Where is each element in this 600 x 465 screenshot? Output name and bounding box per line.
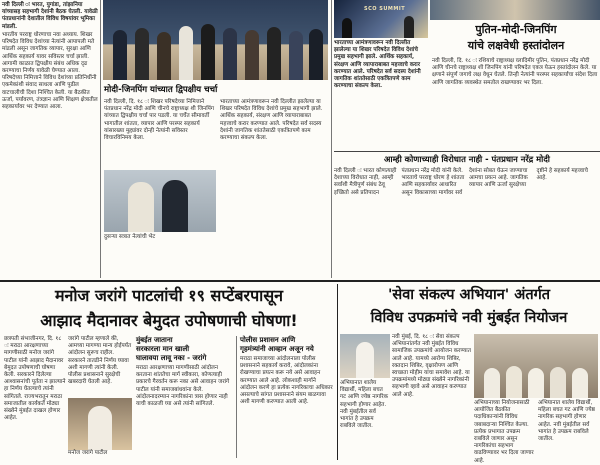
seva-col2: अभियानाच्या नियोजनासाठी आयोजित बैठकीत पदाधिकाऱ्यांनी विविध जबाबदाऱ्या निश्चित केल्या. प्रत्येक प्रभागात उपक्रम राबविले जाणार असून नागरिकांचा सहभाग वाढविण्यावर भर दिला जाणार आहे. xyxy=(474,400,534,464)
jarange-photo-caption: मनोज जरांगे पाटील xyxy=(68,450,108,456)
putin-headline-1: पुतिन-मोदी-जिनपिंग xyxy=(475,23,557,36)
jarange-headline-1: मनोज जरांगे पाटलांची १९ सप्टेंबरपासून xyxy=(54,286,284,305)
modi-jinping-text: नवी दिल्ली, दि. १८ ः शिखर परिषदेच्या निमित्ताने पंतप्रधान नरेंद्र मोदी आणि चीनचे राष्ट्राध्यक्ष शी जिनपिंग यांच्यात द्विपक्षीय चर्चा पार पडली. या चर्चेत सीमावर्ती भागातील शांतता, व्यापार आणि परस्पर सहकार्य यांसारख्या मुद्द्यांवर दोन्ही नेत्यांनी सविस्तर विचारविनिमय केला. xyxy=(104,99,214,142)
summit-stage-photo xyxy=(334,0,428,38)
leaders-meeting-photo xyxy=(104,170,216,232)
modi-article: नवी दिल्ली ः भारत कोणत्याही देशाच्या विरोधात नाही, आम्ही सर्वांशी मैत्रीपूर्ण संबंध ठेवू इच्छितो असे प्रतिपादन पंतप्रधान नरेंद्र मोदी यांनी केले. भारताचे परराष्ट्र धोरण हे शांतता आणि सहकार्यावर आधारित असून विकासाच्या मार्गावर सर्व देशांना सोबत घेऊन जाण्याचा आमचा प्रयत्न आहे. जागतिक व्यापार आणि ऊर्जा सुरक्षेच्या दृष्टीने हे सहकार्य महत्त्वाचे आहे. xyxy=(334,168,588,196)
inset-headline-2: सरकारला मान खाली xyxy=(136,345,190,353)
seva-meeting-photo-2 xyxy=(474,334,598,398)
police-headline-2: गृहमंत्र्यांनी आव्हान अजून नये xyxy=(240,345,314,353)
putin-modi-jinping-photo xyxy=(430,0,600,20)
jarange-col2: जरांगे पाटील म्हणाले की, आमच्या मागण्या मान्य होईपर्यंत आंदोलन सुरूच राहील. सरकारने तातडीने निर्णय घ्यावा अशी मागणी त्यांनी केली. पोलीस प्रशासनाने सुरक्षेची खबरदारी घेतली आहे. xyxy=(68,336,132,386)
putin-headline-2: यांचे लक्षवेधी हस्तांदोलन xyxy=(467,39,565,52)
police-text: मराठा समाजाच्या आंदोलनाला पोलीस प्रशासनाने सहकार्य करावे, आंदोलकांना रोखण्याचा प्रयत्न करू नये असे आवाहन करण्यात आले आहे. लोकशाही मार्गाने आंदोलन करणे हा प्रत्येक नागरिकाचा अधिकार असल्याचे सांगत प्रशासनाने संयम बाळगावा अशी मागणी करण्यात आली आहे. xyxy=(240,356,333,406)
summit-banner-text: SCO SUMMIT xyxy=(364,6,406,12)
jarange-col1: छत्रपती संभाजीनगर, दि. १८ ः मराठा आरक्षणाच्या मागणीसाठी मनोज जरांगे पाटील यांनी आझाद मैदानावर बेमुदत उपोषणाची घोषणा केली. सरकारने दिलेल्या आश्वासनांची पूर्तता न झाल्याने हा निर्णय घेतल्याचे त्यांनी सांगितले. राज्यभरातून मराठा समाजातील कार्यकर्ते मोठ्या संख्येने मुंबईत दाखल होणार आहेत. xyxy=(4,336,66,422)
seva-col1: नवी मुंबई, दि. १८ ः सेवा संकल्प अभियानांतर्गत नवी मुंबईत विविध सामाजिक उपक्रमांचे आयोजन करण्यात आले आहे. यामध्ये आरोग्य शिबिर, रक्तदान शिबिर, वृक्षारोपण आणि स्वच्छता मोहीम यांचा समावेश आहे. या उपक्रमांमध्ये मोठ्या संख्येने नागरिकांनी सहभागी व्हावे असे आवाहन करण्यात आले आहे. xyxy=(392,334,471,398)
leaders-meeting-caption: दुसऱ्या सत्रात नेत्यांची भेट xyxy=(104,234,156,240)
seva-col0: अभियानात शालेय विद्यार्थी, महिला बचत गट आणि ज्येष्ठ नागरिक सहभागी होणार आहेत. नवी मुंबईतील सर्व भागांत हे उपक्रम राबविले जातील. xyxy=(340,380,388,430)
modi-jinping-caption: मोदी-जिनपिंग यांच्यात द्विपक्षीय चर्चा xyxy=(104,85,218,95)
seva-headline-1: 'सेवा संकल्प अभियान' अंतर्गत xyxy=(387,287,551,303)
center-article: भारताच्या आमंत्रणावरून नवी दिल्लीत झालेल्या या शिखर परिषदेत विविध देशांचे प्रमुख सहभागी झाले. आर्थिक सहकार्य, संरक्षण आणि व्यापाराबाबत महत्त्वाचे करार करण्यात आले. परिषदेत सर्व सदस्य देशांनी जागतिक शांततेसाठी एकत्रितपणे काम करण्याचा संकल्प केला. xyxy=(334,40,421,90)
putin-article: नवी दिल्ली, दि. १८ ः रशियाचे राष्ट्राध्यक्ष व्लादिमीर पुतिन, पंतप्रधान नरेंद्र मोदी आणि चीनचे राष्ट्राध्यक्ष शी जिनपिंग यांनी परिषदेत एकत्र येऊन हस्तांदोलन केले. या क्षणाने संपूर्ण जगाचे लक्ष वेधून घेतले. तिन्ही नेत्यांनी परस्पर सहकार्याचा संदेश दिला आणि जागतिक व्यवस्थेत समतोल राखण्यावर भर दिला. xyxy=(432,58,598,86)
inset-headline-1: मुंबईत जाताना xyxy=(136,336,173,344)
top-left-lead: नवी दिल्ली ः भारत, युगांडा, तांझानिया यांच्यासह सहभागी देशांनी बैठक घेतली. यावेळी पंतप्रधानांनी देशातील विविध विषयांवर भूमिका मांडली. xyxy=(2,2,98,30)
top-left-article: भारतीय परराष्ट्र धोरणाचा नवा अध्याय. शिखर परिषदेत विविध देशांच्या नेत्यांनी आपापली मते मांडली असून जागतिक व्यापार, सुरक्षा आणि आर्थिक सहकार्य यावर सविस्तर चर्चा झाली. आगामी काळात द्विपक्षीय संबंध अधिक दृढ करण्याचा निर्णय यावेळी घेण्यात आला. परिषदेच्या निमित्ताने विविध देशांच्या प्रतिनिधींनी एकमेकांशी संवाद साधला आणि पुढील वाटचालीची दिशा निश्चित केली. या बैठकीत ऊर्जा, पर्यावरण, तंत्रज्ञान आणि शिक्षण क्षेत्रातील सहकार्यावर भर देण्यात आला. xyxy=(2,32,98,111)
inset-headline-3: घालावया लावू नका - जरांगे xyxy=(136,354,207,362)
police-headline-1: पोलीस प्रशासन आणि xyxy=(240,336,296,344)
jarange-photo xyxy=(68,398,132,450)
modi-jinping-text-2: भारताच्या आमंत्रणावरून नवी दिल्लीत झालेल्या या शिखर परिषदेत विविध देशांचे प्रमुख सहभागी झाले. आर्थिक सहकार्य, संरक्षण आणि व्यापाराबाबत महत्त्वाचे करार करण्यात आले. परिषदेत सर्व सदस्य देशांनी जागतिक शांततेसाठी एकत्रितपणे काम करण्याचा संकल्प केला. xyxy=(220,99,323,142)
seva-meeting-photo-1 xyxy=(340,334,390,378)
group-photo xyxy=(103,0,328,80)
inset-text: मराठा आरक्षणाच्या मागणीसाठी आंदोलन करताना शांततेचा मार्ग स्वीकारा, कोणत्याही प्रकारचे गैरवर्तन करू नका असे आवाहन जरांगे पाटील यांनी समाजबांधवांना केले. आंदोलनादरम्यान नागरिकांना त्रास होणार नाही याची काळजी घ्या असे त्यांनी सांगितले. xyxy=(136,365,230,408)
jarange-headline-2: आझाद मैदानावर बेमुदत उपोषणाची घोषणा! xyxy=(40,311,298,330)
modi-headline: आम्ही कोणाच्याही विरोधात नाही - पंतप्रधान नरेंद्र मोदी xyxy=(384,154,550,164)
seva-col3: अभियानात शालेय विद्यार्थी, महिला बचत गट आणि ज्येष्ठ नागरिक सहभागी होणार आहेत. नवी मुंबईतील सर्व भागांत हे उपक्रम राबविले जातील. xyxy=(538,400,595,443)
seva-headline-2: विविध उपक्रमांचे नवी मुंबईत नियोजन xyxy=(370,310,568,326)
